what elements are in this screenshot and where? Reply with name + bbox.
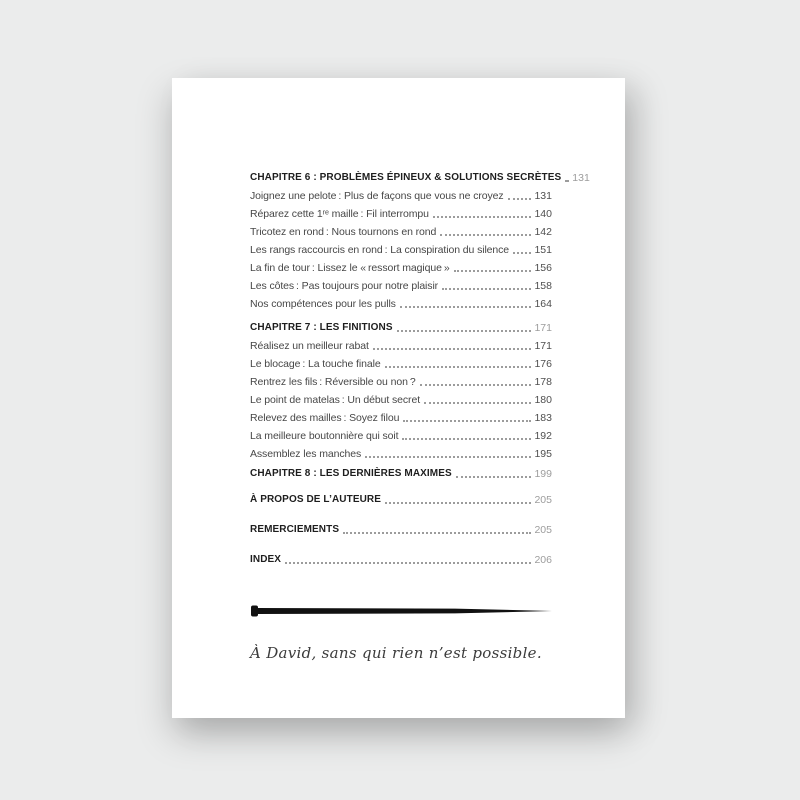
toc-entry-page: 131 bbox=[534, 190, 552, 202]
toc-chapter-heading bbox=[250, 318, 552, 336]
toc-entry-page: 151 bbox=[534, 244, 552, 256]
book-page bbox=[172, 78, 625, 718]
dot-leader bbox=[565, 180, 569, 182]
toc-row bbox=[250, 354, 552, 372]
toc-entry-label: Nos compétences pour les pulls bbox=[250, 298, 396, 310]
toc-entry-label: Relevez des mailles : Soyez filou bbox=[250, 412, 400, 424]
dot-leader bbox=[433, 216, 532, 218]
toc-row bbox=[250, 222, 552, 240]
toc-entry-label: Réparez cette 1ʳᵉ maille : Fil interrompu bbox=[250, 208, 429, 220]
dot-leader bbox=[508, 198, 532, 200]
toc-row bbox=[250, 258, 552, 276]
toc-heading-page: 205 bbox=[534, 494, 552, 506]
toc-chapter-heading bbox=[250, 168, 590, 186]
toc-entry-page: 164 bbox=[534, 298, 552, 310]
toc-entry-label: Rentrez les fils : Réversible ou non ? bbox=[250, 376, 416, 388]
dot-leader bbox=[365, 456, 531, 458]
dedication-text: À David, sans qui rien n’est possible. bbox=[250, 644, 542, 662]
dot-leader bbox=[442, 288, 531, 290]
dot-leader bbox=[373, 348, 532, 350]
dot-leader bbox=[456, 476, 532, 478]
dot-leader bbox=[440, 234, 531, 236]
toc-heading-page: 171 bbox=[534, 322, 552, 334]
knitting-needle-illustration bbox=[250, 604, 552, 618]
knitting-needle-icon bbox=[250, 604, 552, 618]
toc-entry-label: Le blocage : La touche finale bbox=[250, 358, 381, 370]
dot-leader bbox=[343, 532, 531, 534]
toc-entry-page: 192 bbox=[534, 430, 552, 442]
toc-row bbox=[250, 444, 552, 462]
toc-entry-label: La meilleure boutonnière qui soit bbox=[250, 430, 399, 442]
toc-row bbox=[250, 276, 552, 294]
toc-heading-page: 205 bbox=[534, 524, 552, 536]
toc-entry-page: 140 bbox=[534, 208, 552, 220]
dot-leader bbox=[424, 402, 531, 404]
dot-leader bbox=[454, 270, 532, 272]
toc-entry-label: La fin de tour : Lissez le « ressort magique » bbox=[250, 262, 450, 274]
toc-row bbox=[250, 336, 552, 354]
dot-leader bbox=[402, 438, 531, 440]
toc-entry-page: 176 bbox=[534, 358, 552, 370]
dot-leader bbox=[403, 420, 531, 422]
toc-chapter-heading bbox=[250, 490, 552, 508]
toc-entry-label: Tricotez en rond : Nous tournons en rond bbox=[250, 226, 437, 238]
toc-heading-label: INDEX bbox=[250, 554, 282, 565]
toc-entry-label: Les côtes : Pas toujours pour notre plaisir bbox=[250, 280, 439, 292]
toc-entry-label: Joignez une pelote : Plus de façons que vous ne croyez bbox=[250, 190, 504, 202]
toc-heading-page: 199 bbox=[534, 468, 552, 480]
toc-row bbox=[250, 372, 552, 390]
toc-heading-page: 131 bbox=[572, 172, 590, 184]
toc-row bbox=[250, 426, 552, 444]
toc-heading-label: CHAPITRE 6 : PROBLÈMES ÉPINEUX & SOLUTIONS SECRÈTES bbox=[250, 172, 562, 183]
dot-leader bbox=[400, 306, 532, 308]
toc-entry-page: 156 bbox=[534, 262, 552, 274]
toc-entry-page: 180 bbox=[534, 394, 552, 406]
toc-entry-label: Réalisez un meilleur rabat bbox=[250, 340, 369, 352]
dot-leader bbox=[513, 252, 531, 254]
dot-leader bbox=[385, 502, 531, 504]
dot-leader bbox=[385, 366, 532, 368]
toc-row bbox=[250, 294, 552, 312]
toc-entry-label: Le point de matelas : Un début secret bbox=[250, 394, 421, 406]
dot-leader bbox=[420, 384, 532, 386]
toc-chapter-heading bbox=[250, 520, 552, 538]
toc-entry-page: 158 bbox=[534, 280, 552, 292]
toc-heading-label: CHAPITRE 8 : LES DERNIÈRES MAXIMES bbox=[250, 468, 452, 479]
toc-entry-page: 183 bbox=[534, 412, 552, 424]
toc-entry-label: Assemblez les manches bbox=[250, 448, 362, 460]
dot-leader bbox=[285, 562, 531, 564]
toc-heading-label: REMERCIEMENTS bbox=[250, 524, 340, 535]
toc-entry-page: 195 bbox=[534, 448, 552, 460]
toc-entry-page: 171 bbox=[534, 340, 552, 352]
toc-row bbox=[250, 186, 552, 204]
table-of-contents bbox=[250, 168, 590, 662]
toc-heading-label: CHAPITRE 7 : LES FINITIONS bbox=[250, 322, 393, 333]
toc-chapter-heading bbox=[250, 464, 552, 482]
toc-heading-page: 206 bbox=[534, 554, 552, 566]
toc-chapter-heading bbox=[250, 550, 552, 568]
dot-leader bbox=[397, 330, 532, 332]
toc-entry-page: 178 bbox=[534, 376, 552, 388]
toc-entry-label: Les rangs raccourcis en rond : La conspiration du silence bbox=[250, 244, 510, 256]
toc-heading-label: À PROPOS DE L’AUTEURE bbox=[250, 494, 382, 505]
toc-entry-page: 142 bbox=[534, 226, 552, 238]
toc-row bbox=[250, 240, 552, 258]
toc-row bbox=[250, 390, 552, 408]
toc-row bbox=[250, 408, 552, 426]
toc-row bbox=[250, 204, 552, 222]
